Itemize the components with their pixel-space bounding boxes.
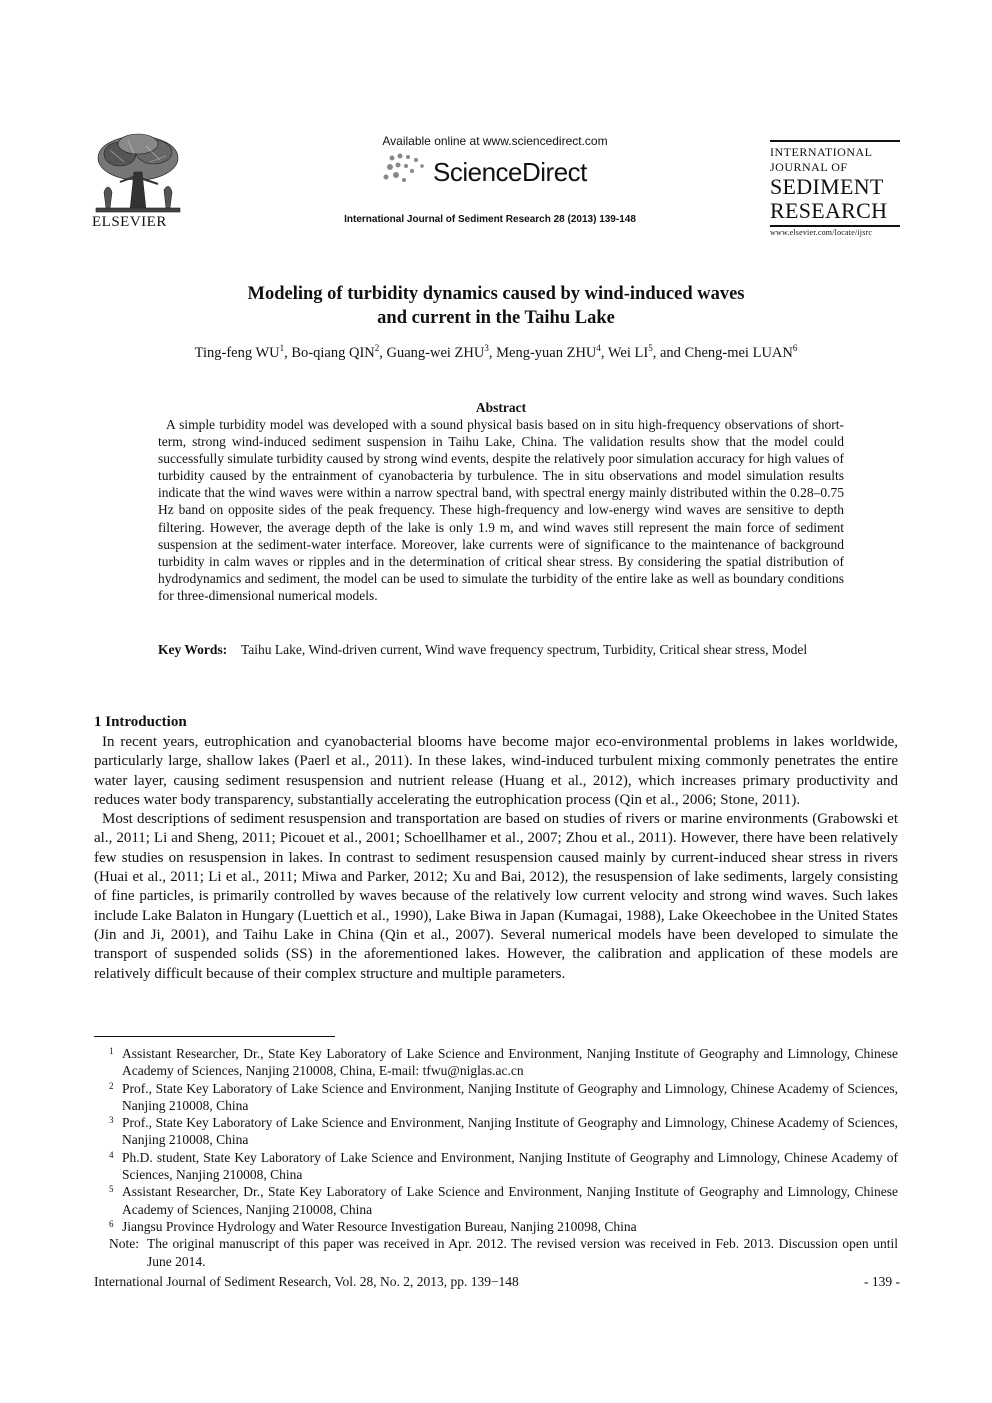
sciencedirect-wordmark: ScienceDirect <box>433 157 587 187</box>
author-affiliation-mark: 3 <box>484 343 489 353</box>
keywords-text: Taihu Lake, Wind-driven current, Wind wave frequency spectrum, Turbidity, Critical shear stress, Model <box>241 642 808 657</box>
author-name: Wei LI <box>607 344 649 361</box>
page-number: - 139 - <box>864 1274 900 1289</box>
author-name: Bo-qiang QIN <box>291 344 375 361</box>
footnote-text: Jiangsu Province Hydrology and Water Resource Investigation Bureau, Nanjing 210098, China <box>122 1218 637 1234</box>
paragraph: In recent years, eutrophication and cyanobacterial blooms have become major eco-environmental problems in lakes worldwide, particularly large, shallow lakes (Paerl et al., 2011). In these lakes, wind-induced turbulent mixing commonly penetrates the entire water layer, causing sediment resuspension and nutrient release (Huang et al., 2012), which increases primary productivity and reduces water body transparency, substantially accelerating the eutrophication process (Qin et al., 2006; Stone, 2011). <box>94 734 898 808</box>
footnote-number: 3 <box>109 1115 114 1126</box>
footnotes <box>94 1045 898 1270</box>
title-line-2: and current in the Taihu Lake <box>377 308 615 328</box>
note-text: The original manuscript of this paper was received in Apr. 2012. The revised version was received in Feb. 2013. Discussion open until June 2014. <box>147 1236 898 1269</box>
journal-citation: International Journal of Sediment Research 28 (2013) 139-148 <box>344 214 636 225</box>
author-name: Guang-wei ZHU <box>386 344 485 361</box>
journal-logo-line3: SEDIMENT <box>770 174 884 199</box>
author-separator: , <box>379 344 387 361</box>
journal-logo-rule <box>770 225 900 227</box>
introduction-body <box>94 733 898 984</box>
author-separator: , and <box>652 344 685 361</box>
author-name: Meng-yuan ZHU <box>496 344 597 361</box>
keywords-label: Key Words: <box>158 642 228 657</box>
footnote-number: 1 <box>109 1046 114 1056</box>
title-line-1: Modeling of turbidity dynamics caused by wind-induced waves <box>247 284 745 304</box>
footer-citation: International Journal of Sediment Research, Vol. 28, No. 2, 2013, pp. 139−148 <box>94 1274 519 1289</box>
journal-logo-rule <box>770 140 900 142</box>
footnote <box>94 1149 898 1184</box>
journal-logo <box>770 140 900 238</box>
footnote-text: Prof., State Key Laboratory of Lake Science and Environment, Nanjing Institute of Geography and Limnology, Chinese Academy of Sciences, Nanjing 210008, China <box>122 1080 898 1113</box>
author-separator: , <box>488 344 497 361</box>
author-separator: , <box>284 344 292 361</box>
footnote-text: Assistant Researcher, Dr., State Key Laboratory of Lake Science and Environment, Nanjing Institute of Geography and Limnology, Chinese Academy of Sciences, Nanjing 210008, China, E-mail: tfwu@niglas.ac.cn <box>122 1046 898 1079</box>
journal-logo-line2: JOURNAL OF <box>770 160 848 174</box>
footnote <box>94 1045 898 1080</box>
footnote-text: Ph.D. student, State Key Laboratory of Lake Science and Environment, Nanjing Institute of Geography and Limnology, Chinese Academy of Sciences, Nanjing 210008, China <box>122 1149 898 1183</box>
journal-logo-url[interactable]: www.elsevier.com/locate/ijsrc <box>770 228 873 237</box>
abstract-heading: Abstract <box>475 400 527 415</box>
footnote <box>94 1080 898 1115</box>
author-separator: , <box>600 344 608 361</box>
paragraph: Most descriptions of sediment resuspension and transportation are based on studies of rivers or marine environments (Grabowski et al., 2011; Li and Sheng, 2011; Picouet et al., 2001; Schoellhamer et al., 2007; Zhou et al., 2011). However, there have been relatively few studies on resuspension in lakes. In contrast to sediment resuspension caused mainly by current-induced shear stress in rivers (Huai et al., 2011; Li et al., 2011; Miwa and Parker, 2012; Xu and Bai, 2012), the resuspension of lake sediments, largely consisting of fine particles, is primarily controlled by waves because of the relatively low current velocity and strong wind waves. Such lakes include Lake Balaton in Hungary (Luettich et al., 1990), Lake Biwa in Japan (Kumagai, 1988), Lake Okeechobee in the United States (Jin and Ji, 2001), and Taihu Lake in China (Qin et al., 2007). Several numerical models have been developed to simulate the transport of suspended solids (SS) in the aforementioned lakes. However, the calibration and application of these models are relatively difficult because of their complex structure and multiple parameters. <box>94 811 898 982</box>
author-list <box>96 343 896 362</box>
available-online-text: Available online at www.sciencedirect.com <box>382 134 608 148</box>
author-affiliation-mark: 4 <box>596 343 601 353</box>
footnote <box>94 1183 898 1218</box>
footnote-text: Assistant Researcher, Dr., State Key Laboratory of Lake Science and Environment, Nanjing Institute of Geography and Limnology, Chinese Academy of Sciences, Nanjing 210008, China <box>122 1184 898 1217</box>
journal-logo-line4: RESEARCH <box>770 198 888 223</box>
author-name: Cheng-mei LUAN <box>684 344 793 361</box>
footnote <box>94 1218 898 1235</box>
publisher-name: ELSEVIER <box>92 214 167 230</box>
footnote-number: 5 <box>109 1184 114 1195</box>
paper-title <box>96 282 896 330</box>
manuscript-note <box>94 1235 898 1270</box>
journal-logo-line1: INTERNATIONAL <box>770 145 873 159</box>
author-affiliation-mark: 6 <box>792 343 798 353</box>
author-affiliation-mark: 2 <box>374 343 380 353</box>
footnote-text: Prof., State Key Laboratory of Lake Science and Environment, Nanjing Institute of Geography and Limnology, Chinese Academy of Sciences, Nanjing 210008, China <box>122 1115 898 1148</box>
author-name: Ting-feng WU <box>194 344 280 361</box>
footnote-number: 4 <box>109 1149 114 1160</box>
footnote-divider <box>94 1036 335 1037</box>
keywords <box>158 641 844 659</box>
footnote-number: 2 <box>109 1080 114 1091</box>
author-affiliation-mark: 5 <box>648 343 653 353</box>
footnote-number: 6 <box>109 1218 114 1229</box>
footnote <box>94 1114 898 1149</box>
author-affiliation-mark: 1 <box>279 343 285 353</box>
abstract-body: A simple turbidity model was developed with a sound physical basis based on in situ high-frequency observations of short-term, strong wind-induced sediment suspension in Taihu Lake, China. The validation results show that the model could successfully simulate turbidity caused by strong wind events, despite the relatively poor simulation accuracy for high values of turbidity caused by the entrainment of cyanobacteria by turbulence. The in situ observations and model simulation results indicate that the wind waves were within a narrow spectral band, with spectral energy mainly distributed within the 0.28–0.75 Hz band on opposite sides of the peak frequency. These high-frequency and low-energy wind waves are sensitive to depth filtering. However, the average depth of the lake is only 1.9 m, and wind waves still represent the main force of sediment suspension at the sediment-water interface. Moreover, lake currents were of significance to the maintenance of background turbidity in calm waves or ripples and in the determination of critical shear stress. By considering the spatial distribution of hydrodynamics and sediment, the model can be used to simulate the turbidity of the entire lake as well as boundary conditions for three-dimensional numerical models. <box>158 417 844 603</box>
section-heading-introduction: 1 Introduction <box>94 714 187 730</box>
note-label: Note: <box>109 1236 139 1252</box>
